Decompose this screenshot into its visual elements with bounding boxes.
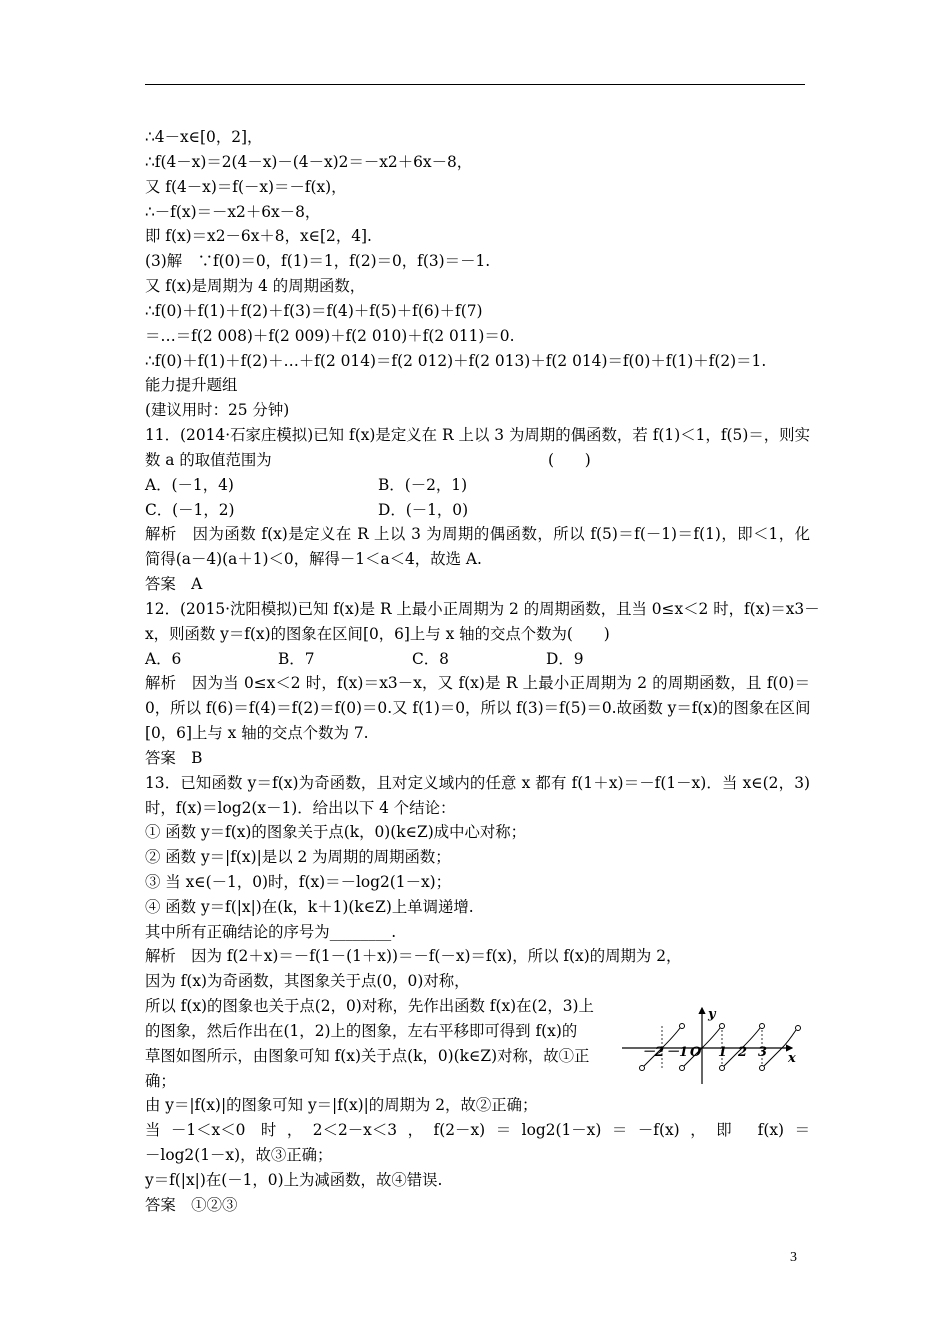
analysis-line: 0，所以 f(6)＝f(4)＝f(2)＝f(0)＝0.又 f(1)＝0，所以 f(3)＝f(5)＝0.故函数 y＝f(x)的图象在区间 bbox=[145, 699, 811, 717]
question-12-text: 12．(2015·沈阳模拟)已知 f(x)是 R 上最小正周期为 2 的周期函数，且当 0≤x＜2 时，f(x)＝x3－ bbox=[145, 600, 820, 618]
analysis-line: 草图如图所示，由图象可知 f(x)关于点(k，0)(k∈Z)对称，故①正 bbox=[145, 1047, 590, 1065]
text-line: ∴f(4－x)＝2(4－x)－(4－x)2＝－x2＋6x－8， bbox=[145, 153, 473, 171]
conclusion-1: ① 函数 y＝f(x)的图象关于点(k，0)(k∈Z)成中心对称； bbox=[145, 823, 527, 841]
text-line: 即 f(x)＝x2－6x＋8，x∈[2，4]. bbox=[145, 227, 372, 245]
question-13-text: 13．已知函数 y＝f(x)为奇函数，且对定义域内的任意 x 都有 f(1＋x)＝－f(1－x)．当 x∈(2，3) bbox=[145, 774, 810, 792]
text-line: 又 f(4－x)＝f(－x)＝－f(x)， bbox=[145, 178, 347, 196]
option-a: A．6 bbox=[145, 650, 182, 668]
tick-label: 1 bbox=[718, 1045, 728, 1060]
open-endpoint bbox=[680, 1024, 685, 1029]
conclusion-3: ③ 当 x∈(－1，0)时，f(x)＝－log2(1－x)； bbox=[145, 873, 452, 891]
question-11-text: 数 a 的取值范围为 bbox=[145, 451, 272, 469]
open-endpoint bbox=[796, 1026, 801, 1031]
tick-label: －2 bbox=[642, 1045, 665, 1060]
section-heading: 能力提升题组 bbox=[145, 376, 238, 394]
analysis-line: 解析 因为函数 f(x)是定义在 R 上以 3 为周期的偶函数，所以 f(5)＝f(－1)＝f(1)，即＜1，化 bbox=[145, 525, 810, 543]
analysis-line: 因为 f(x)为奇函数，其图象关于点(0，0)对称， bbox=[145, 972, 470, 990]
option-d: D．(－1，0) bbox=[378, 501, 469, 519]
tick-label: 2 bbox=[738, 1045, 748, 1060]
text-line: ∴－f(x)＝－x2＋6x－8， bbox=[145, 203, 321, 221]
answer-line: 答案 A bbox=[145, 575, 203, 593]
option-c: C．(－1，2) bbox=[145, 501, 235, 519]
option-b: B．7 bbox=[278, 650, 315, 668]
analysis-line: 简得(a－4)(a＋1)＜0，解得－1＜a＜4，故选 A. bbox=[145, 550, 482, 568]
option-c: C．8 bbox=[412, 650, 449, 668]
text-line: (3)解 ∵f(0)＝0，f(1)＝1，f(2)＝0，f(3)＝－1. bbox=[145, 252, 491, 270]
open-endpoint bbox=[680, 1066, 685, 1071]
function-sketch-figure bbox=[620, 1004, 810, 1086]
header-rule bbox=[145, 84, 805, 85]
x-axis-label: x bbox=[788, 1051, 796, 1066]
tick-label: －1 bbox=[666, 1045, 689, 1060]
analysis-line: 解析 因为当 0≤x＜2 时，f(x)＝x3－x，又 f(x)是 R 上最小正周期为 2 的周期函数，且 f(0)＝ bbox=[145, 674, 810, 692]
open-endpoint bbox=[640, 1066, 645, 1071]
tick-label: 3 bbox=[758, 1045, 768, 1060]
y-axis-label: y bbox=[708, 1007, 716, 1022]
analysis-line: 由 y＝|f(x)|的图象可知 y＝|f(x)|的周期为 2，故②正确； bbox=[145, 1096, 538, 1114]
question-12-text: x，则函数 y＝f(x)的图象在区间[0，6]上与 x 轴的交点个数为( ) bbox=[145, 625, 610, 643]
option-d: D．9 bbox=[546, 650, 584, 668]
answer-line: 答案 ①②③ bbox=[145, 1196, 238, 1214]
question-13-text: 时，f(x)＝log2(x－1)．给出以下 4 个结论： bbox=[145, 799, 456, 817]
text-line: ∴f(0)＋f(1)＋f(2)＋…＋f(2 014)＝f(2 012)＋f(2 013)＋f(2 014)＝f(0)＋f(1)＋f(2)＝1. bbox=[145, 352, 767, 370]
analysis-line: 当－1＜x＜0 时，2＜2－x＜3，f(2－x)＝log2(1－x)＝－f(x)，即 f(x)＝ bbox=[145, 1121, 810, 1139]
text-line: ∴4－x∈[0，2]， bbox=[145, 128, 263, 146]
question-11-text: 11．(2014·石家庄模拟)已知 f(x)是定义在 R 上以 3 为周期的偶函数，若 f(1)＜1，f(5)＝，则实 bbox=[145, 426, 810, 444]
answer-line: 答案 B bbox=[145, 749, 203, 767]
text-line: ＝…＝f(2 008)＋f(2 009)＋f(2 010)＋f(2 011)＝0. bbox=[145, 327, 515, 345]
text-line: ∴f(0)＋f(1)＋f(2)＋f(3)＝f(4)＋f(5)＋f(6)＋f(7) bbox=[145, 302, 483, 320]
text-line: 又 f(x)是周期为 4 的周期函数， bbox=[145, 277, 366, 295]
open-endpoint bbox=[760, 1024, 765, 1029]
open-endpoint bbox=[720, 1066, 725, 1071]
conclusion-4: ④ 函数 y＝f(|x|)在(k，k＋1)(k∈Z)上单调递增. bbox=[145, 898, 474, 916]
analysis-line: y＝f(|x|)在(－1，0)上为减函数，故④错误. bbox=[145, 1171, 443, 1189]
analysis-line: －log2(1－x)，故③正确； bbox=[145, 1146, 333, 1164]
open-endpoint bbox=[720, 1024, 725, 1029]
answer-blank: ( ) bbox=[548, 451, 591, 469]
open-endpoint bbox=[760, 1066, 765, 1071]
analysis-line: [0，6]上与 x 轴的交点个数为 7. bbox=[145, 724, 369, 742]
analysis-line: 解析 因为 f(2＋x)＝－f(1－(1＋x))＝－f(－x)＝f(x)，所以 f(x)的周期为 2， bbox=[145, 947, 682, 965]
analysis-line: 确； bbox=[145, 1072, 176, 1090]
conclusion-2: ② 函数 y＝|f(x)|是以 2 为周期的周期函数； bbox=[145, 848, 451, 866]
analysis-line: 所以 f(x)的图象也关于点(2，0)对称，先作出函数 f(x)在(2，3)上 bbox=[145, 997, 594, 1015]
analysis-line: 的图象，然后作出在(1，2)上的图象，左右平移即可得到 f(x)的 bbox=[145, 1022, 578, 1040]
option-a: A．(－1，4) bbox=[145, 476, 234, 494]
suggested-time: (建议用时：25 分钟) bbox=[145, 401, 290, 419]
origin-label: O bbox=[690, 1045, 702, 1060]
page-number: 3 bbox=[790, 1250, 797, 1265]
question-13-prompt: 其中所有正确结论的序号为________. bbox=[145, 923, 397, 941]
option-b: B．(－2，1) bbox=[378, 476, 468, 494]
